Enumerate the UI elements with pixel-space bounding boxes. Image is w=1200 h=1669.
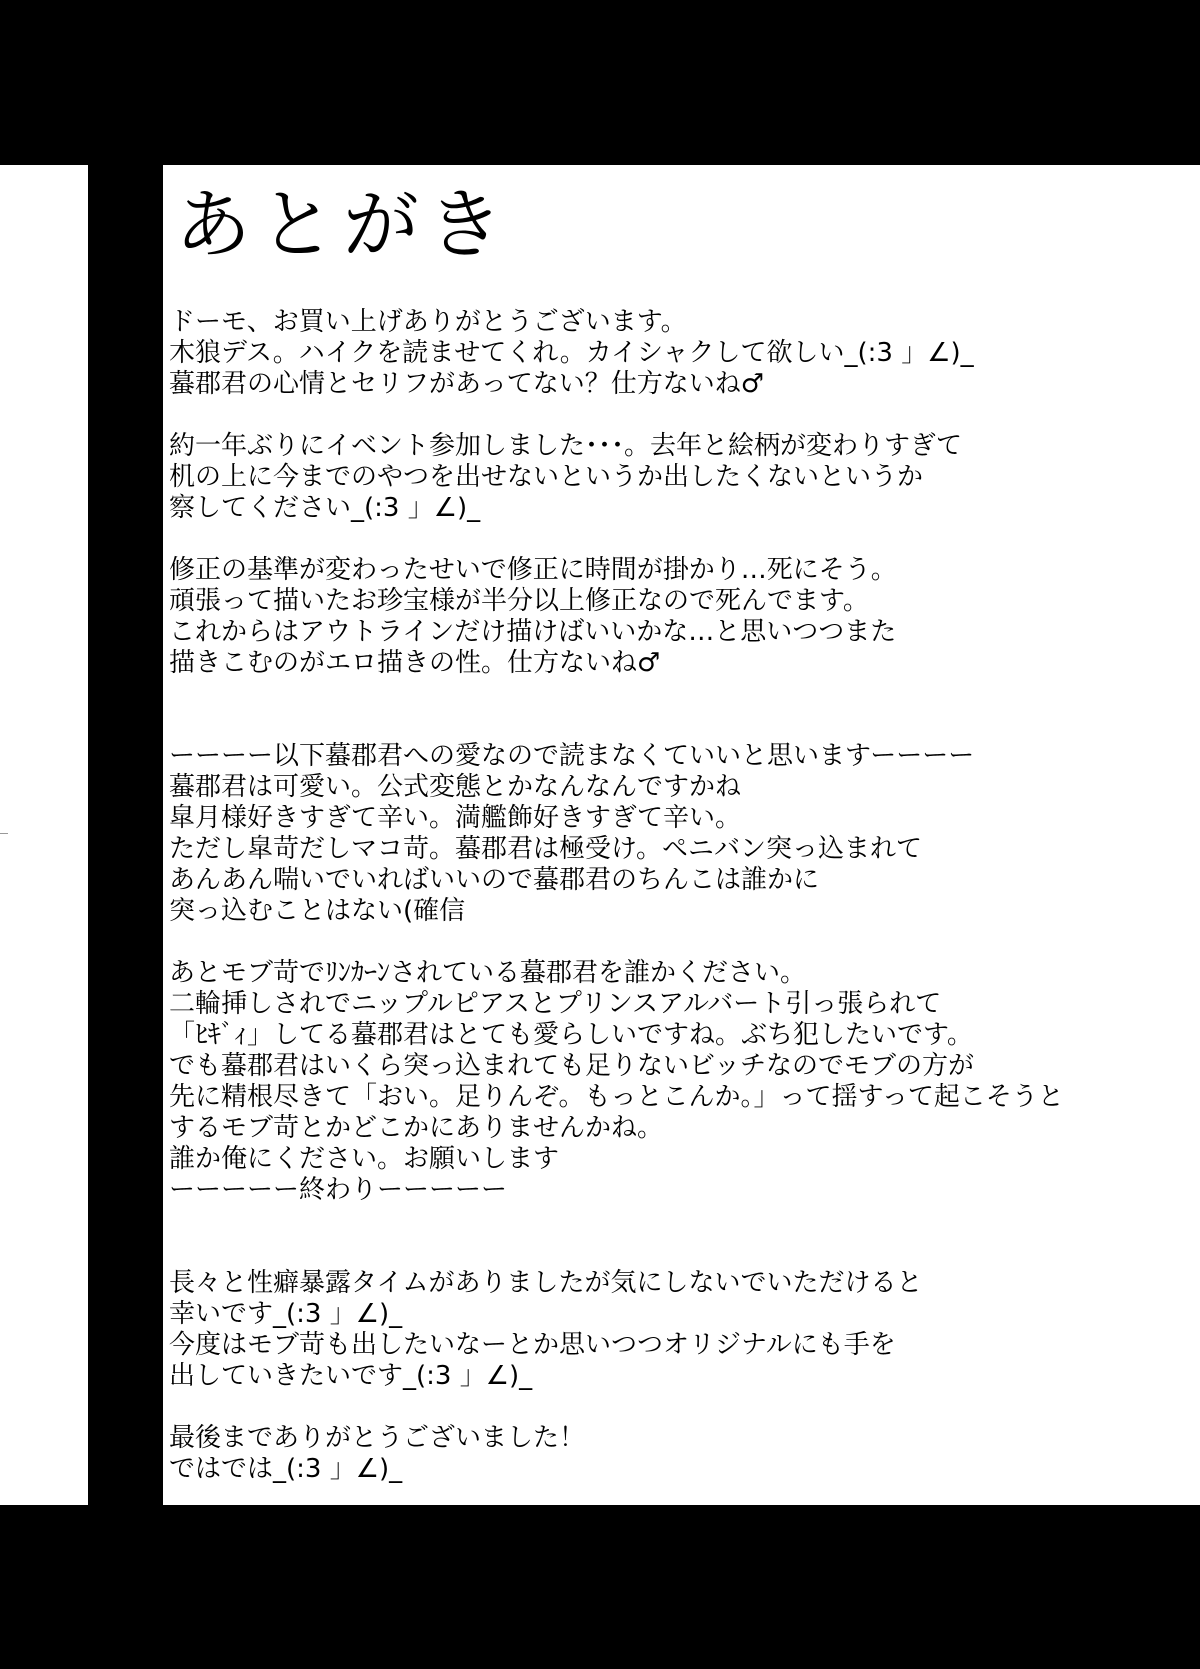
paragraph-greeting: [169, 307, 1189, 400]
text-line: あとモブ苛でﾘﾝｶｰﾝされている蟇郡君を誰かください。: [169, 958, 807, 988]
text-line: ドーモ、お買い上げありがとうございます。: [169, 307, 687, 337]
crop-mark-left: [0, 833, 8, 834]
text-line: 二輪挿しされでニップルピアスとプリンスアルバート引っ張られて: [169, 989, 942, 1019]
text-line: 最後までありがとうございました！: [169, 1423, 586, 1453]
text-line: あんあん喘いでいればいいので蟇郡君のちんこは誰かに: [169, 865, 820, 895]
text-line: するモブ苛とかどこかにありませんかね。: [169, 1113, 664, 1143]
text-line: でも蟇郡君はいくら突っ込まれても足りないビッチなのでモブの方が: [169, 1051, 974, 1081]
afterword-body: [169, 307, 1189, 1505]
paragraph-future: [169, 1268, 1189, 1392]
paragraph-closing: [169, 1423, 1189, 1485]
text-line: 描きこむのがエロ描きの性。仕方ないね♂: [169, 648, 661, 678]
text-line: 突っ込むことはない(確信: [169, 896, 466, 926]
afterword-page: [163, 165, 1200, 1505]
text-line: 誰か俺にください。お願いします: [169, 1144, 560, 1174]
paragraph-request: [169, 958, 1189, 1206]
text-line: 皐月様好きすぎて辛い。満艦飾好きすぎて辛い。: [169, 803, 742, 833]
text-line: 修正の基準が変わったせいで修正に時間が掛かり…死にそう。: [169, 555, 897, 585]
paragraph-event: [169, 431, 1189, 524]
text-line: 頑張って描いたお珍宝様が半分以上修正なので死んでます。: [169, 586, 869, 616]
text-line: 木狼デス。ハイクを読ませてくれ。カイシャクして欲しい_(:3 」∠)_: [169, 338, 974, 368]
text-line: 察してください_(:3 」∠)_: [169, 493, 481, 523]
text-line: 長々と性癖暴露タイムがありましたが気にしないでいただけると: [169, 1268, 923, 1298]
text-line: 今度はモブ苛も出したいなーとか思いつつオリジナルにも手を: [169, 1330, 896, 1360]
text-line: これからはアウトラインだけ描けばいいかな…と思いつつまた: [169, 617, 897, 647]
text-line: 蟇郡君の心情とセリフがあってない？仕方ないね♂: [169, 369, 765, 399]
text-line: 先に精根尽きて「おい。足りんぞ。もっとこんか。」って揺すって起こそうと: [169, 1082, 1064, 1112]
text-line: 蟇郡君は可愛い。公式変態とかなんなんですかね: [169, 772, 742, 802]
left-page-strip: [0, 165, 88, 1505]
text-line: 机の上に今までのやつを出せないというか出したくないというか: [169, 462, 924, 492]
paragraph-censorship: [169, 555, 1189, 679]
text-line: ただし皐苛だしマコ苛。蟇郡君は極受け。ペニバン突っ込まれて: [169, 834, 922, 864]
text-line: 約一年ぶりにイベント参加しました･･･。去年と絵柄が変わりすぎて: [169, 431, 963, 461]
text-line: ーーーー以下蟇郡君への愛なので読まなくていいと思いますーーーー: [169, 741, 975, 771]
paragraph-love: [169, 741, 1189, 927]
text-line: 出していきたいです_(:3 」∠)_: [169, 1361, 533, 1391]
text-line: 「ﾋｷﾞｨ」してる蟇郡君はとても愛らしいですね。ぶち犯したいです。: [169, 1020, 973, 1050]
text-line: ーーーーー終わりーーーーー: [169, 1175, 508, 1205]
text-line: 幸いです_(:3 」∠)_: [169, 1299, 403, 1329]
text-line: ではでは_(:3 」∠)_: [169, 1454, 403, 1484]
page-title: あとがき: [175, 180, 511, 269]
